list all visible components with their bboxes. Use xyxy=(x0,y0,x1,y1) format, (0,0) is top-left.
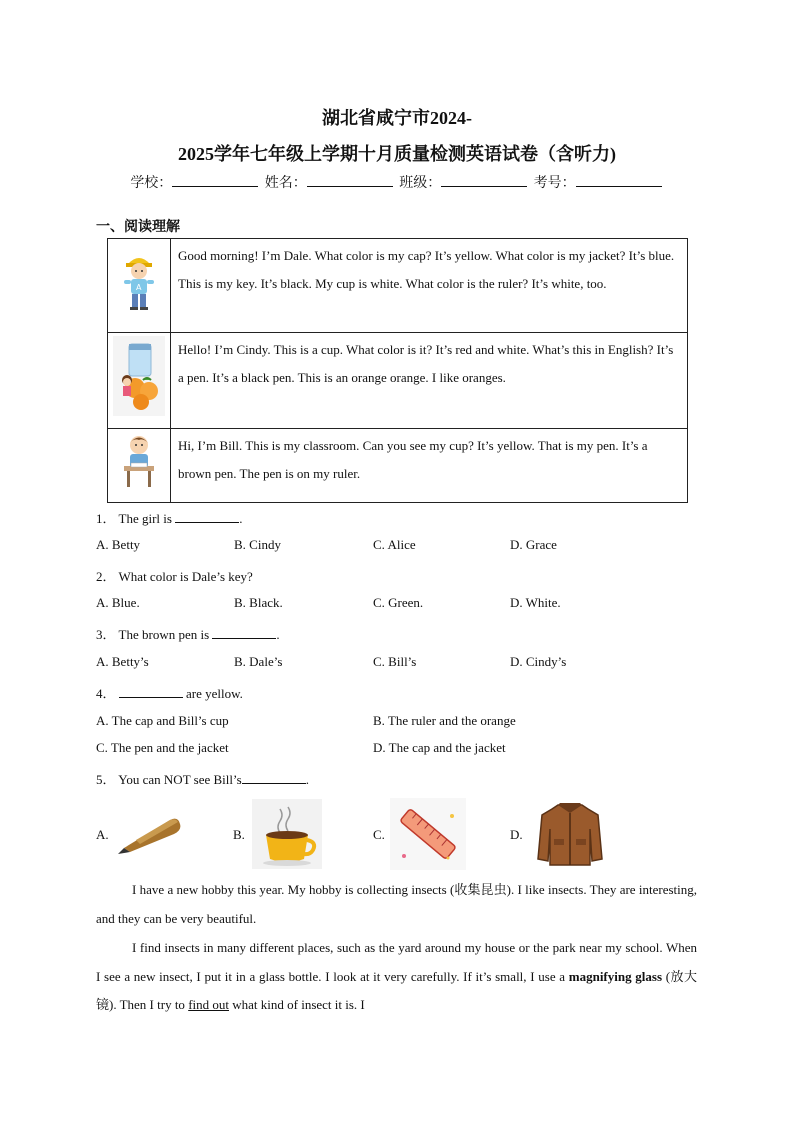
question-number: 5． xyxy=(96,772,116,787)
option-b[interactable]: B. The ruler and the orange xyxy=(373,713,516,728)
paragraph-text: (放大镜). Then I try to xyxy=(96,968,697,1012)
question-5 xyxy=(96,769,309,788)
answer-blank[interactable] xyxy=(212,626,276,639)
boy-at-desk-icon xyxy=(119,432,159,490)
option-c[interactable]: C. The pen and the jacket xyxy=(96,740,229,755)
question-tail: . xyxy=(239,511,243,526)
number-label: 考号： xyxy=(533,175,576,191)
option-d[interactable]: D. xyxy=(510,827,523,842)
brown-jacket-icon[interactable] xyxy=(534,799,606,869)
option-a[interactable]: A. Betty’s xyxy=(96,654,149,669)
answer-blank[interactable] xyxy=(175,510,239,523)
option-c[interactable]: C. Green. xyxy=(373,595,424,610)
question-number: 4． xyxy=(96,686,116,701)
question-number: 2． xyxy=(96,569,116,584)
table-row xyxy=(108,429,688,503)
class-blank[interactable] xyxy=(441,174,527,187)
option-a[interactable]: A. Betty xyxy=(96,537,141,552)
svg-text:A: A xyxy=(136,282,142,292)
question-number: 3． xyxy=(96,627,116,642)
page-title-line2: 2025学年七年级上学期十月质量检测英语试卷（含听力) xyxy=(178,144,616,164)
underlined-phrase: find out xyxy=(188,997,229,1012)
page-title-line1: 湖北省咸宁市2024- xyxy=(322,108,472,128)
answer-blank[interactable] xyxy=(119,685,183,698)
question-stem: What color is Dale’s key? xyxy=(118,569,253,584)
option-c[interactable]: C. xyxy=(373,827,385,842)
class-label: 班级： xyxy=(399,175,442,191)
option-d[interactable]: D. The cap and the jacket xyxy=(373,740,506,755)
option-d[interactable]: D. White. xyxy=(510,595,561,610)
passage-bill: Hi, I’m Bill. This is my classroom. Can you see my cup? It’s yellow. That is my pen. It’s a brown pen. The pen is on my ruler. xyxy=(171,429,688,503)
name-label: 姓名： xyxy=(264,175,307,191)
question-2 xyxy=(96,566,253,585)
question-4 xyxy=(96,683,243,702)
question-tail: . xyxy=(276,627,280,642)
option-c[interactable]: C. Bill’s xyxy=(373,654,417,669)
option-b[interactable]: B. Dale’s xyxy=(234,654,283,669)
option-a[interactable]: A. xyxy=(96,827,109,842)
question-stem: You can NOT see Bill’s xyxy=(118,772,242,787)
paragraph-text: I have a new hobby this year. My hobby is collecting insects (收集昆虫). I like insects. They are interesting, and they can be very beautiful. xyxy=(96,882,697,926)
school-label: 学校： xyxy=(130,175,173,191)
option-b[interactable]: B. Black. xyxy=(234,595,283,610)
name-blank[interactable] xyxy=(307,174,393,187)
question-stem: The girl is xyxy=(118,511,176,526)
option-b[interactable]: B. xyxy=(233,827,245,842)
coffee-cup-icon[interactable] xyxy=(252,799,322,869)
table-row xyxy=(108,239,688,333)
question-tail: . xyxy=(305,772,309,787)
paragraph-text: I find insects in many different places, such as the yard around my house or the park near my school. When I see a new insect, I put it in a glass bottle. I look at it very carefully. If it’s small, I use a xyxy=(96,940,697,984)
option-b[interactable]: B. Cindy xyxy=(234,537,281,552)
answer-blank[interactable] xyxy=(242,771,306,784)
passage-insects-paragraph-1 xyxy=(96,876,697,933)
section-heading-reading: 一、阅读理解 xyxy=(96,219,180,235)
passage-dale: Good morning! I’m Dale. What color is my cap? It’s yellow. What color is my jacket? It’s blue. This is my key. It’s black. My cup is white. What color is the ruler? It’s white, too. xyxy=(171,239,688,333)
question-number: 1． xyxy=(96,511,116,526)
number-blank[interactable] xyxy=(576,174,662,187)
option-c[interactable]: C. Alice xyxy=(373,537,416,552)
picture-cell xyxy=(108,429,171,503)
boy-in-yellow-cap-icon xyxy=(119,250,159,312)
question-3 xyxy=(96,624,280,643)
school-blank[interactable] xyxy=(172,174,258,187)
ruler-icon[interactable] xyxy=(390,798,466,870)
passage-cindy: Hello! I’m Cindy. This is a cup. What color is it? It’s red and white. What’s this in English? It’s a pen. It’s a black pen. This is an orange orange. I like oranges. xyxy=(171,333,688,429)
passage-insects-paragraph-2 xyxy=(96,934,697,1020)
picture-cell xyxy=(108,239,171,333)
table-row xyxy=(108,333,688,429)
question-stem: are yellow. xyxy=(182,686,243,701)
option-a[interactable]: A. Blue. xyxy=(96,595,140,610)
reading-table xyxy=(107,238,688,503)
pen-icon[interactable] xyxy=(116,810,186,856)
option-d[interactable]: D. Cindy’s xyxy=(510,654,567,669)
question-1 xyxy=(96,508,242,527)
option-d[interactable]: D. Grace xyxy=(510,537,557,552)
bold-term: magnifying glass xyxy=(568,968,663,984)
option-a[interactable]: A. The cap and Bill’s cup xyxy=(96,713,229,728)
paragraph-text: what kind of insect it is. I xyxy=(229,997,365,1012)
girl-with-oranges-icon xyxy=(113,336,165,416)
picture-cell xyxy=(108,333,171,429)
question-stem: The brown pen is xyxy=(118,627,213,642)
student-info-line xyxy=(0,172,794,192)
